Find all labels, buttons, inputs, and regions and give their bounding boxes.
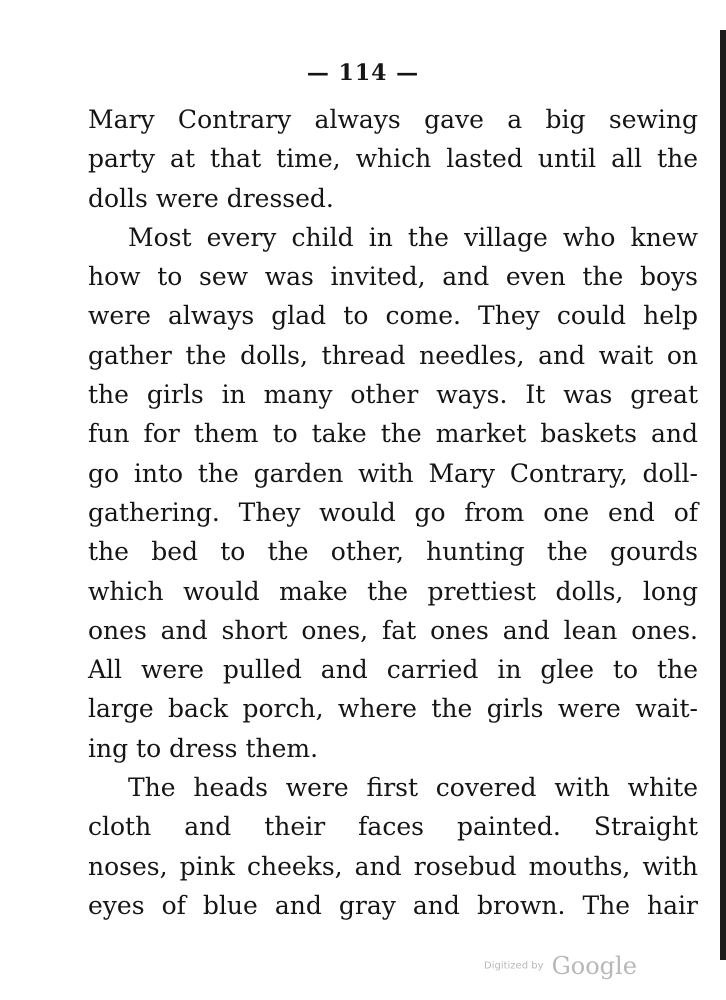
text-line: ing to dress them. <box>88 733 319 763</box>
text-line: gathering. They would go from one end of <box>88 497 698 527</box>
text-line: party at that time, which lasted until all the <box>88 144 698 174</box>
text-line: fun for them to take the market baskets and <box>88 419 698 449</box>
text-line: the girls in many other ways. It was great <box>88 380 698 410</box>
page-number: — 114 — <box>306 60 420 86</box>
text-line: which would make the prettiest dolls, long <box>88 576 698 606</box>
text-line: were always glad to come. They could help <box>88 301 698 331</box>
text-line: the bed to the other, hunting the gourds <box>88 537 698 567</box>
watermark-prefix: Digitized by <box>484 960 544 972</box>
text-line: ones and short ones, fat ones and lean ones. <box>88 615 698 645</box>
text-line: The heads were first covered with white <box>128 773 698 803</box>
digitized-watermark <box>484 952 637 980</box>
text-line: eyes of blue and gray and brown. The hair <box>88 890 698 920</box>
text-line: gather the dolls, thread needles, and wait on <box>88 340 698 370</box>
body-text <box>88 100 698 925</box>
text-line: go into the garden with Mary Contrary, doll- <box>88 458 698 488</box>
page-edge-shadow <box>720 30 726 960</box>
text-line: dolls were dressed. <box>88 183 334 213</box>
text-line: cloth and their faces painted. Straight <box>88 812 698 842</box>
text-line: Most every child in the village who knew <box>128 222 698 252</box>
text-line: All were pulled and carried in glee to the <box>88 655 698 685</box>
watermark-brand: Google <box>551 952 637 980</box>
text-line: noses, pink cheeks, and rosebud mouths, with <box>88 851 698 881</box>
text-line: Mary Contrary always gave a big sewing <box>88 105 698 134</box>
text-line: large back porch, where the girls were wait- <box>88 694 698 724</box>
text-line: how to sew was invited, and even the boys <box>88 262 698 292</box>
